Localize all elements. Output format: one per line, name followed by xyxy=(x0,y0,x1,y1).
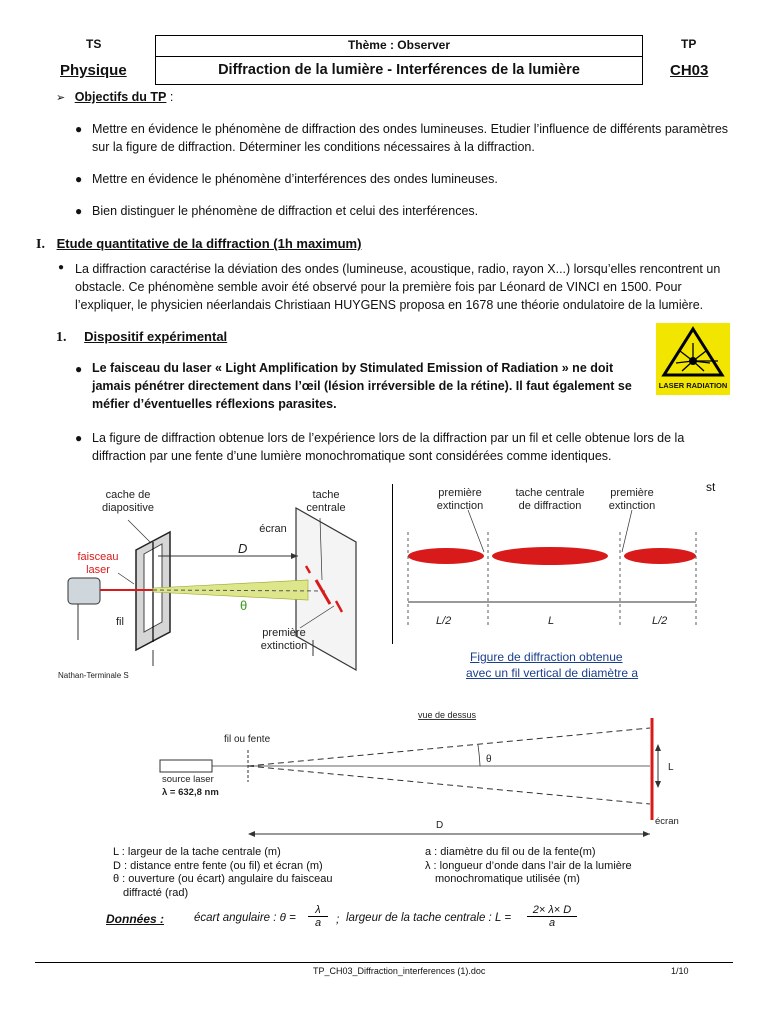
legend-item: λ : longueur d’onde dans l’air de la lumière xyxy=(425,859,632,872)
legend-item: a : diamètre du fil ou de la fente(m) xyxy=(425,846,596,858)
objectives-heading xyxy=(56,88,173,107)
figure-setup xyxy=(58,480,378,685)
pattern-caption-1: Figure de diffraction obtenue xyxy=(470,650,623,664)
objectives-title: Objectifs du TP xyxy=(74,90,167,104)
figure-credit: Nathan-Terminale S xyxy=(58,671,129,680)
label-fil-fente: fil ou fente xyxy=(224,734,271,745)
header-theme-box xyxy=(155,35,643,57)
label-vue-dessus: vue de dessus xyxy=(418,710,477,720)
legend-item: diffracté (rad) xyxy=(123,886,189,899)
bullet-dot-icon: ● xyxy=(75,122,83,136)
leader-line xyxy=(128,520,150,542)
arrow-head-icon xyxy=(655,781,661,788)
legend-item: monochromatique utilisée (m) xyxy=(435,873,580,885)
leader-line xyxy=(622,510,632,552)
section-title: Etude quantitative de la diffraction (1h maximum) xyxy=(56,236,362,251)
label-D: D xyxy=(436,820,444,831)
fraction-1 xyxy=(308,904,328,929)
arrow-head-icon xyxy=(655,744,661,751)
legend-item: L : largeur de la tache centrale (m) xyxy=(113,846,281,858)
header-title-box xyxy=(155,56,643,85)
objective-item: Bien distinguer le phénomène de diffraction et celui des interférences. xyxy=(92,204,479,218)
label-L2-right: L/2 xyxy=(652,615,668,627)
label-ecran: écran xyxy=(655,816,679,827)
arrow-head-icon xyxy=(643,831,650,837)
bullet-dot-icon: ● xyxy=(75,204,83,218)
bullet-dot-icon: ● xyxy=(58,262,65,273)
fraction-1-den: a xyxy=(314,917,322,929)
objectives-colon: : xyxy=(166,90,174,104)
legend-item: θ : ouverture (ou écart) angulaire du faisceau xyxy=(113,873,333,885)
header-left-top: TS xyxy=(86,37,102,51)
label-premiere: première extinction xyxy=(260,627,308,652)
label-cache-1: cache de diapositive xyxy=(102,489,154,514)
side-spot-right xyxy=(624,548,696,564)
header-theme: Thème : Observer xyxy=(347,38,451,52)
header-chapter: CH03 xyxy=(670,62,709,79)
laser-warning-sign xyxy=(656,323,730,395)
fraction-2 xyxy=(527,904,577,929)
label-premiere-left: première extinction xyxy=(436,487,484,512)
formula-separator: ; xyxy=(336,912,340,926)
objective-item: Mettre en évidence le phénomène d’interférences des ondes lumineuses. xyxy=(92,172,498,186)
section-heading xyxy=(36,236,361,253)
legend-left xyxy=(113,846,403,900)
label-lambda: λ = 632,8 nm xyxy=(162,787,219,798)
label-tache: tache centrale xyxy=(306,489,346,514)
label-tache-centrale: tache centrale de diffraction xyxy=(515,487,585,512)
subsection-title: Dispositif expérimental xyxy=(84,329,228,344)
label-fil: fil xyxy=(116,616,124,628)
label-theta: θ xyxy=(486,754,492,765)
footer-filename: TP_CH03_Diffraction_interferences (1).doc xyxy=(313,966,486,976)
formula-largeur: largeur de la tache centrale : L = xyxy=(346,912,512,924)
label-theta: θ xyxy=(240,598,248,613)
fraction-2-den: a xyxy=(548,917,556,929)
objective-item: Mettre en évidence le phénomène de diffraction des ondes lumineuses. Etudier l’influence de différents paramètres sur la figure de diffraction. Déterminer les conditions nécessaires à la diffraction. xyxy=(92,122,729,154)
arrow-head-icon xyxy=(248,831,255,837)
diffracted-ray-upper xyxy=(248,728,650,766)
section-text: La diffraction caractérise la déviation des ondes (lumineuse, acoustique, radio, rayon X...) lorsqu’elles rencontrent un obstacle. Ce phénomène semble avoir été observé pour la première fois par Léonard de VINCI en 1500. Pour l’expliquer, le physicien néerlandais Christiaan HUYGENS proposa en 1678 une théorie ondulatoire de la lumière. xyxy=(75,262,721,312)
figure-intro-text: La figure de diffraction obtenue lors de l’expérience lors de la diffraction par un fil et celle obtenue lors de la diffraction par une fente d’une lumière monochromatique sont considérées comme identiques. xyxy=(92,431,685,463)
fraction-1-num: λ xyxy=(308,904,328,917)
laser-source-icon xyxy=(68,578,100,604)
footer-page-number: 1/10 xyxy=(671,966,689,976)
laser-warning: Le faisceau du laser « Light Amplification by Stimulated Emission of Radiation » ne doit jamais pénétrer directement dans l’œil (lésion irréversible de la rétine). Il faut également se méfier d’éventuelles réflexions parasites. xyxy=(92,361,632,411)
donnees-label: Données : xyxy=(106,912,165,926)
footer-rule xyxy=(35,962,733,963)
figure-top-view xyxy=(150,700,720,840)
fraction-2-num: 2× λ× D xyxy=(527,904,577,917)
label-L2-left: L/2 xyxy=(436,615,452,627)
diffracted-ray-lower xyxy=(248,766,650,804)
pattern-caption-2: avec un fil vertical de diamètre a xyxy=(466,666,639,680)
bullet-dot-icon: ● xyxy=(75,431,83,445)
bullet-dot-icon: ● xyxy=(75,172,83,186)
section-number: I. xyxy=(36,237,45,252)
label-L: L xyxy=(668,762,674,773)
label-premiere-right: première extinction xyxy=(608,487,656,512)
label-L: L xyxy=(548,615,555,627)
angle-arc xyxy=(478,745,480,766)
legend-right xyxy=(425,846,725,887)
central-spot xyxy=(492,547,608,565)
label-D: D xyxy=(238,541,248,556)
side-spot-left xyxy=(408,548,484,564)
label-faisceau: faisceau laser xyxy=(77,551,119,576)
stray-text: st xyxy=(706,480,716,494)
subsection-number: 1. xyxy=(56,330,67,345)
formula-ecart: écart angulaire : θ = xyxy=(194,912,296,924)
page-title: Diffraction de la lumière - Interférences de la lumière xyxy=(218,62,580,78)
header-right-top: TP xyxy=(681,37,697,51)
laser-source-box xyxy=(160,760,212,772)
legend-item: D : distance entre fente (ou fil) et écran (m) xyxy=(113,859,323,872)
leader-line xyxy=(118,573,134,584)
laser-sign-label: LASER RADIATION xyxy=(658,381,728,390)
leader-line xyxy=(468,510,484,552)
subsection-heading xyxy=(56,329,227,346)
arrow-bullet-icon: ➢ xyxy=(56,92,66,104)
label-source: source laser xyxy=(162,774,214,785)
header-subject: Physique xyxy=(60,62,127,79)
figure-divider xyxy=(392,484,393,644)
bullet-dot-icon: ● xyxy=(75,362,83,376)
label-ecran: écran xyxy=(259,523,287,535)
